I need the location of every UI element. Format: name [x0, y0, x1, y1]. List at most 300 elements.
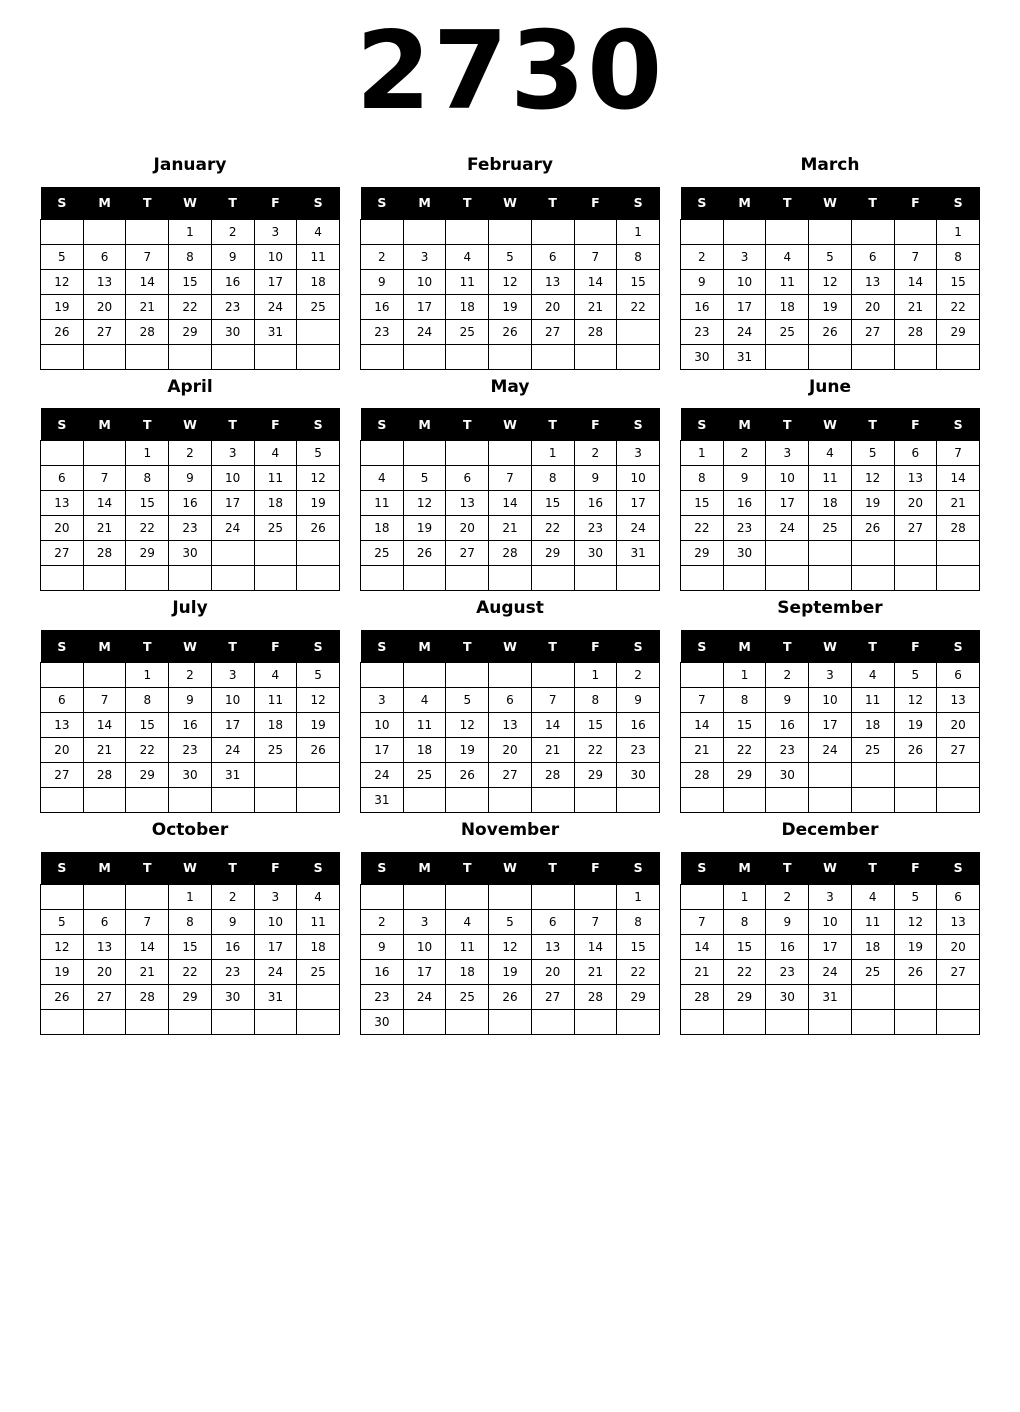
day-cell[interactable]: 7 [574, 909, 617, 934]
day-cell[interactable]: 6 [446, 466, 489, 491]
day-cell[interactable]: 18 [851, 713, 894, 738]
day-cell[interactable]: 20 [937, 713, 980, 738]
day-cell[interactable]: 31 [809, 984, 852, 1009]
day-cell[interactable]: 7 [894, 244, 937, 269]
day-cell[interactable]: 19 [809, 294, 852, 319]
day-cell[interactable]: 10 [723, 269, 766, 294]
day-cell[interactable]: 10 [211, 466, 254, 491]
day-cell[interactable]: 25 [766, 319, 809, 344]
day-cell[interactable]: 28 [126, 984, 169, 1009]
day-cell[interactable]: 9 [766, 909, 809, 934]
day-cell[interactable]: 19 [489, 294, 532, 319]
day-cell[interactable]: 26 [894, 959, 937, 984]
day-cell[interactable]: 22 [937, 294, 980, 319]
day-cell[interactable]: 3 [254, 219, 297, 244]
day-cell[interactable]: 21 [937, 491, 980, 516]
day-cell[interactable]: 18 [361, 516, 404, 541]
day-cell[interactable]: 14 [894, 269, 937, 294]
day-cell[interactable]: 5 [297, 441, 340, 466]
day-cell[interactable]: 9 [723, 466, 766, 491]
day-cell[interactable]: 23 [169, 516, 212, 541]
day-cell[interactable]: 12 [297, 688, 340, 713]
day-cell[interactable]: 13 [851, 269, 894, 294]
day-cell[interactable]: 31 [361, 788, 404, 813]
day-cell[interactable]: 11 [361, 491, 404, 516]
day-cell[interactable]: 19 [446, 738, 489, 763]
day-cell[interactable]: 2 [574, 441, 617, 466]
day-cell[interactable]: 1 [169, 884, 212, 909]
day-cell[interactable]: 17 [809, 713, 852, 738]
day-cell[interactable]: 14 [574, 269, 617, 294]
day-cell[interactable]: 6 [83, 909, 126, 934]
day-cell[interactable]: 4 [851, 663, 894, 688]
day-cell[interactable]: 23 [574, 516, 617, 541]
day-cell[interactable]: 6 [531, 244, 574, 269]
day-cell[interactable]: 31 [723, 344, 766, 369]
day-cell[interactable]: 10 [809, 909, 852, 934]
day-cell[interactable]: 30 [211, 319, 254, 344]
day-cell[interactable]: 20 [894, 491, 937, 516]
day-cell[interactable]: 28 [574, 984, 617, 1009]
day-cell[interactable]: 26 [851, 516, 894, 541]
day-cell[interactable]: 22 [169, 294, 212, 319]
day-cell[interactable]: 25 [446, 984, 489, 1009]
day-cell[interactable]: 12 [41, 269, 84, 294]
day-cell[interactable]: 26 [809, 319, 852, 344]
day-cell[interactable]: 13 [531, 269, 574, 294]
day-cell[interactable]: 21 [126, 294, 169, 319]
day-cell[interactable]: 21 [531, 738, 574, 763]
day-cell[interactable]: 4 [446, 909, 489, 934]
day-cell[interactable]: 13 [41, 491, 84, 516]
day-cell[interactable]: 23 [169, 738, 212, 763]
day-cell[interactable]: 29 [169, 319, 212, 344]
day-cell[interactable]: 28 [83, 763, 126, 788]
day-cell[interactable]: 26 [489, 984, 532, 1009]
day-cell[interactable]: 24 [211, 516, 254, 541]
day-cell[interactable]: 14 [126, 934, 169, 959]
day-cell[interactable]: 25 [254, 738, 297, 763]
day-cell[interactable]: 16 [169, 713, 212, 738]
day-cell[interactable]: 10 [403, 934, 446, 959]
day-cell[interactable]: 14 [681, 934, 724, 959]
day-cell[interactable]: 8 [126, 688, 169, 713]
day-cell[interactable]: 29 [617, 984, 660, 1009]
day-cell[interactable]: 17 [809, 934, 852, 959]
day-cell[interactable]: 18 [297, 269, 340, 294]
day-cell[interactable]: 29 [723, 984, 766, 1009]
day-cell[interactable]: 9 [681, 269, 724, 294]
day-cell[interactable]: 30 [723, 541, 766, 566]
day-cell[interactable]: 17 [766, 491, 809, 516]
day-cell[interactable]: 4 [809, 441, 852, 466]
day-cell[interactable]: 23 [211, 294, 254, 319]
day-cell[interactable]: 14 [937, 466, 980, 491]
day-cell[interactable]: 23 [211, 959, 254, 984]
day-cell[interactable]: 28 [531, 763, 574, 788]
day-cell[interactable]: 15 [126, 713, 169, 738]
day-cell[interactable]: 26 [41, 984, 84, 1009]
day-cell[interactable]: 28 [937, 516, 980, 541]
day-cell[interactable]: 25 [403, 763, 446, 788]
day-cell[interactable]: 1 [681, 441, 724, 466]
day-cell[interactable]: 4 [297, 884, 340, 909]
day-cell[interactable]: 21 [681, 959, 724, 984]
day-cell[interactable]: 11 [403, 713, 446, 738]
day-cell[interactable]: 18 [446, 294, 489, 319]
day-cell[interactable]: 13 [83, 269, 126, 294]
day-cell[interactable]: 26 [489, 319, 532, 344]
day-cell[interactable]: 3 [809, 663, 852, 688]
day-cell[interactable]: 22 [723, 738, 766, 763]
day-cell[interactable]: 30 [766, 763, 809, 788]
day-cell[interactable]: 15 [617, 934, 660, 959]
day-cell[interactable]: 27 [41, 763, 84, 788]
day-cell[interactable]: 5 [297, 663, 340, 688]
day-cell[interactable]: 2 [361, 244, 404, 269]
day-cell[interactable]: 20 [83, 294, 126, 319]
day-cell[interactable]: 5 [894, 884, 937, 909]
day-cell[interactable]: 9 [211, 909, 254, 934]
day-cell[interactable]: 9 [766, 688, 809, 713]
day-cell[interactable]: 21 [126, 959, 169, 984]
day-cell[interactable]: 13 [531, 934, 574, 959]
day-cell[interactable]: 14 [681, 713, 724, 738]
day-cell[interactable]: 15 [681, 491, 724, 516]
day-cell[interactable]: 18 [254, 491, 297, 516]
day-cell[interactable]: 2 [766, 663, 809, 688]
day-cell[interactable]: 24 [361, 763, 404, 788]
day-cell[interactable]: 24 [809, 959, 852, 984]
day-cell[interactable]: 1 [126, 663, 169, 688]
day-cell[interactable]: 22 [681, 516, 724, 541]
day-cell[interactable]: 3 [809, 884, 852, 909]
day-cell[interactable]: 7 [681, 688, 724, 713]
day-cell[interactable]: 4 [766, 244, 809, 269]
day-cell[interactable]: 23 [766, 738, 809, 763]
day-cell[interactable]: 15 [169, 934, 212, 959]
day-cell[interactable]: 14 [574, 934, 617, 959]
day-cell[interactable]: 27 [531, 319, 574, 344]
day-cell[interactable]: 25 [809, 516, 852, 541]
day-cell[interactable]: 28 [489, 541, 532, 566]
day-cell[interactable]: 28 [83, 541, 126, 566]
day-cell[interactable]: 9 [361, 269, 404, 294]
day-cell[interactable]: 4 [446, 244, 489, 269]
day-cell[interactable]: 22 [531, 516, 574, 541]
day-cell[interactable]: 24 [766, 516, 809, 541]
day-cell[interactable]: 24 [254, 294, 297, 319]
day-cell[interactable]: 4 [254, 663, 297, 688]
day-cell[interactable]: 19 [851, 491, 894, 516]
day-cell[interactable]: 5 [446, 688, 489, 713]
day-cell[interactable]: 14 [83, 491, 126, 516]
day-cell[interactable]: 19 [489, 959, 532, 984]
day-cell[interactable]: 24 [254, 959, 297, 984]
day-cell[interactable]: 23 [681, 319, 724, 344]
day-cell[interactable]: 1 [723, 884, 766, 909]
day-cell[interactable]: 19 [403, 516, 446, 541]
day-cell[interactable]: 23 [766, 959, 809, 984]
day-cell[interactable]: 26 [894, 738, 937, 763]
day-cell[interactable]: 29 [723, 763, 766, 788]
day-cell[interactable]: 11 [254, 466, 297, 491]
day-cell[interactable]: 6 [894, 441, 937, 466]
day-cell[interactable]: 3 [361, 688, 404, 713]
day-cell[interactable]: 19 [297, 491, 340, 516]
day-cell[interactable]: 7 [531, 688, 574, 713]
day-cell[interactable]: 19 [41, 294, 84, 319]
day-cell[interactable]: 20 [446, 516, 489, 541]
day-cell[interactable]: 18 [446, 959, 489, 984]
day-cell[interactable]: 16 [211, 269, 254, 294]
day-cell[interactable]: 31 [254, 319, 297, 344]
day-cell[interactable]: 11 [809, 466, 852, 491]
day-cell[interactable]: 16 [766, 713, 809, 738]
day-cell[interactable]: 25 [297, 959, 340, 984]
day-cell[interactable]: 18 [851, 934, 894, 959]
day-cell[interactable]: 23 [617, 738, 660, 763]
day-cell[interactable]: 17 [723, 294, 766, 319]
day-cell[interactable]: 16 [723, 491, 766, 516]
day-cell[interactable]: 23 [361, 319, 404, 344]
day-cell[interactable]: 5 [41, 909, 84, 934]
day-cell[interactable]: 12 [851, 466, 894, 491]
day-cell[interactable]: 2 [361, 909, 404, 934]
day-cell[interactable]: 3 [211, 441, 254, 466]
day-cell[interactable]: 1 [937, 219, 980, 244]
day-cell[interactable]: 11 [851, 688, 894, 713]
day-cell[interactable]: 14 [83, 713, 126, 738]
day-cell[interactable]: 8 [617, 909, 660, 934]
day-cell[interactable]: 7 [681, 909, 724, 934]
day-cell[interactable]: 27 [83, 319, 126, 344]
day-cell[interactable]: 7 [489, 466, 532, 491]
day-cell[interactable]: 8 [169, 909, 212, 934]
day-cell[interactable]: 28 [126, 319, 169, 344]
day-cell[interactable]: 16 [574, 491, 617, 516]
day-cell[interactable]: 3 [254, 884, 297, 909]
day-cell[interactable]: 8 [723, 909, 766, 934]
day-cell[interactable]: 25 [851, 959, 894, 984]
day-cell[interactable]: 12 [809, 269, 852, 294]
day-cell[interactable]: 27 [83, 984, 126, 1009]
day-cell[interactable]: 13 [894, 466, 937, 491]
day-cell[interactable]: 28 [681, 763, 724, 788]
day-cell[interactable]: 1 [169, 219, 212, 244]
day-cell[interactable]: 14 [531, 713, 574, 738]
day-cell[interactable]: 24 [403, 319, 446, 344]
day-cell[interactable]: 11 [446, 269, 489, 294]
day-cell[interactable]: 29 [681, 541, 724, 566]
day-cell[interactable]: 27 [937, 738, 980, 763]
day-cell[interactable]: 22 [169, 959, 212, 984]
day-cell[interactable]: 8 [937, 244, 980, 269]
day-cell[interactable]: 15 [531, 491, 574, 516]
day-cell[interactable]: 16 [681, 294, 724, 319]
day-cell[interactable]: 8 [681, 466, 724, 491]
day-cell[interactable]: 15 [126, 491, 169, 516]
day-cell[interactable]: 9 [574, 466, 617, 491]
day-cell[interactable]: 15 [723, 934, 766, 959]
day-cell[interactable]: 17 [361, 738, 404, 763]
day-cell[interactable]: 26 [41, 319, 84, 344]
day-cell[interactable]: 24 [211, 738, 254, 763]
day-cell[interactable]: 30 [211, 984, 254, 1009]
day-cell[interactable]: 8 [574, 688, 617, 713]
day-cell[interactable]: 11 [766, 269, 809, 294]
day-cell[interactable]: 1 [531, 441, 574, 466]
day-cell[interactable]: 29 [126, 763, 169, 788]
day-cell[interactable]: 6 [41, 466, 84, 491]
day-cell[interactable]: 28 [681, 984, 724, 1009]
day-cell[interactable]: 13 [41, 713, 84, 738]
day-cell[interactable]: 18 [809, 491, 852, 516]
day-cell[interactable]: 19 [41, 959, 84, 984]
day-cell[interactable]: 19 [297, 713, 340, 738]
day-cell[interactable]: 9 [361, 934, 404, 959]
day-cell[interactable]: 11 [297, 909, 340, 934]
day-cell[interactable]: 12 [489, 269, 532, 294]
day-cell[interactable]: 2 [211, 884, 254, 909]
day-cell[interactable]: 9 [617, 688, 660, 713]
day-cell[interactable]: 15 [169, 269, 212, 294]
day-cell[interactable]: 10 [254, 909, 297, 934]
day-cell[interactable]: 27 [937, 959, 980, 984]
day-cell[interactable]: 23 [723, 516, 766, 541]
day-cell[interactable]: 5 [489, 909, 532, 934]
day-cell[interactable]: 20 [851, 294, 894, 319]
day-cell[interactable]: 7 [83, 688, 126, 713]
day-cell[interactable]: 12 [403, 491, 446, 516]
day-cell[interactable]: 21 [681, 738, 724, 763]
day-cell[interactable]: 28 [894, 319, 937, 344]
day-cell[interactable]: 5 [41, 244, 84, 269]
day-cell[interactable]: 31 [211, 763, 254, 788]
day-cell[interactable]: 27 [41, 541, 84, 566]
day-cell[interactable]: 30 [574, 541, 617, 566]
day-cell[interactable]: 6 [937, 663, 980, 688]
day-cell[interactable]: 25 [446, 319, 489, 344]
day-cell[interactable]: 8 [126, 466, 169, 491]
day-cell[interactable]: 24 [403, 984, 446, 1009]
day-cell[interactable]: 2 [617, 663, 660, 688]
day-cell[interactable]: 20 [41, 738, 84, 763]
day-cell[interactable]: 22 [723, 959, 766, 984]
day-cell[interactable]: 6 [489, 688, 532, 713]
day-cell[interactable]: 25 [361, 541, 404, 566]
day-cell[interactable]: 6 [851, 244, 894, 269]
day-cell[interactable]: 3 [617, 441, 660, 466]
day-cell[interactable]: 22 [617, 959, 660, 984]
day-cell[interactable]: 13 [937, 909, 980, 934]
day-cell[interactable]: 27 [531, 984, 574, 1009]
day-cell[interactable]: 17 [211, 491, 254, 516]
day-cell[interactable]: 4 [403, 688, 446, 713]
day-cell[interactable]: 4 [254, 441, 297, 466]
day-cell[interactable]: 3 [403, 244, 446, 269]
day-cell[interactable]: 29 [574, 763, 617, 788]
day-cell[interactable]: 24 [809, 738, 852, 763]
day-cell[interactable]: 31 [617, 541, 660, 566]
day-cell[interactable]: 4 [851, 884, 894, 909]
day-cell[interactable]: 8 [169, 244, 212, 269]
day-cell[interactable]: 20 [937, 934, 980, 959]
day-cell[interactable]: 21 [894, 294, 937, 319]
day-cell[interactable]: 10 [766, 466, 809, 491]
day-cell[interactable]: 16 [766, 934, 809, 959]
day-cell[interactable]: 30 [681, 344, 724, 369]
day-cell[interactable]: 8 [531, 466, 574, 491]
day-cell[interactable]: 17 [254, 269, 297, 294]
day-cell[interactable]: 21 [83, 738, 126, 763]
day-cell[interactable]: 30 [617, 763, 660, 788]
day-cell[interactable]: 9 [169, 466, 212, 491]
day-cell[interactable]: 9 [211, 244, 254, 269]
day-cell[interactable]: 12 [297, 466, 340, 491]
day-cell[interactable]: 27 [489, 763, 532, 788]
day-cell[interactable]: 3 [211, 663, 254, 688]
day-cell[interactable]: 5 [489, 244, 532, 269]
day-cell[interactable]: 23 [361, 984, 404, 1009]
day-cell[interactable]: 29 [531, 541, 574, 566]
day-cell[interactable]: 30 [169, 763, 212, 788]
day-cell[interactable]: 12 [446, 713, 489, 738]
day-cell[interactable]: 30 [361, 1009, 404, 1034]
day-cell[interactable]: 18 [254, 713, 297, 738]
day-cell[interactable]: 27 [851, 319, 894, 344]
day-cell[interactable]: 3 [766, 441, 809, 466]
day-cell[interactable]: 2 [211, 219, 254, 244]
day-cell[interactable]: 29 [126, 541, 169, 566]
day-cell[interactable]: 15 [723, 713, 766, 738]
day-cell[interactable]: 2 [169, 663, 212, 688]
day-cell[interactable]: 8 [723, 688, 766, 713]
day-cell[interactable]: 19 [894, 713, 937, 738]
day-cell[interactable]: 15 [574, 713, 617, 738]
day-cell[interactable]: 12 [894, 909, 937, 934]
day-cell[interactable]: 12 [489, 934, 532, 959]
day-cell[interactable]: 31 [254, 984, 297, 1009]
day-cell[interactable]: 1 [574, 663, 617, 688]
day-cell[interactable]: 21 [574, 294, 617, 319]
day-cell[interactable]: 6 [937, 884, 980, 909]
day-cell[interactable]: 9 [169, 688, 212, 713]
day-cell[interactable]: 11 [297, 244, 340, 269]
day-cell[interactable]: 26 [297, 516, 340, 541]
day-cell[interactable]: 17 [211, 713, 254, 738]
day-cell[interactable]: 6 [531, 909, 574, 934]
day-cell[interactable]: 16 [169, 491, 212, 516]
day-cell[interactable]: 2 [723, 441, 766, 466]
day-cell[interactable]: 17 [254, 934, 297, 959]
day-cell[interactable]: 26 [446, 763, 489, 788]
day-cell[interactable]: 7 [574, 244, 617, 269]
day-cell[interactable]: 15 [937, 269, 980, 294]
day-cell[interactable]: 12 [41, 934, 84, 959]
day-cell[interactable]: 16 [617, 713, 660, 738]
day-cell[interactable]: 27 [894, 516, 937, 541]
day-cell[interactable]: 2 [766, 884, 809, 909]
day-cell[interactable]: 10 [361, 713, 404, 738]
day-cell[interactable]: 20 [41, 516, 84, 541]
day-cell[interactable]: 13 [937, 688, 980, 713]
day-cell[interactable]: 22 [617, 294, 660, 319]
day-cell[interactable]: 14 [126, 269, 169, 294]
day-cell[interactable]: 18 [766, 294, 809, 319]
day-cell[interactable]: 15 [617, 269, 660, 294]
day-cell[interactable]: 30 [766, 984, 809, 1009]
